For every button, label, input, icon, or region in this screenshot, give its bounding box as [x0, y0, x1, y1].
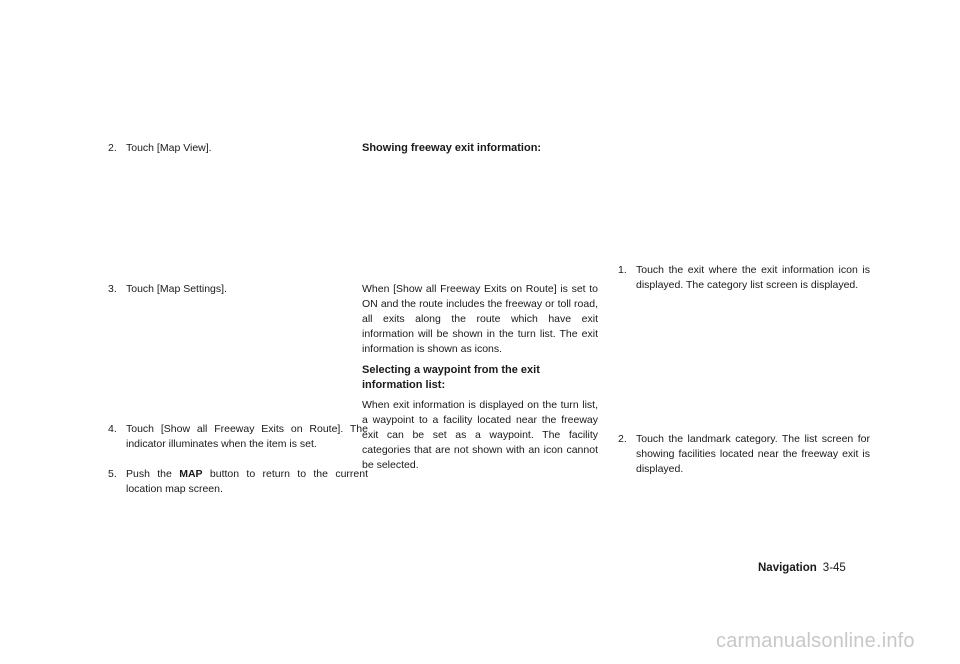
step-number: 5. — [108, 468, 117, 480]
watermark: carmanualsonline.info — [716, 630, 915, 652]
paragraph-waypoint: When exit information is displayed on the turn list, a waypoint to a facility located near the freeway exit can be set as a waypoint. The facility categories that are not shown with an icon cannot be selected. — [362, 399, 598, 471]
page-number: 3-45 — [822, 562, 846, 574]
step-number: 3. — [108, 283, 117, 295]
map-button-label: MAP — [179, 468, 203, 480]
paragraph-exit-info: When [Show all Freeway Exits on Route] is set to ON and the route includes the freeway or toll road, all exits along the route which have exit information will be shown in the turn list. The exit information is shown as icons. — [362, 283, 598, 355]
step-number: 4. — [108, 423, 117, 435]
step-text: Touch the landmark category. The list screen for showing facilities located near the freeway exit is displayed. — [636, 433, 870, 475]
step-text-post: button to return to the current location map screen. — [126, 468, 368, 495]
step-2-col3 — [618, 432, 870, 477]
step-number: 2. — [108, 142, 117, 154]
page-footer — [758, 561, 858, 576]
step-number: 2. — [618, 433, 627, 445]
section-name: Navigation — [758, 562, 817, 574]
step-2 — [108, 141, 366, 156]
section-heading-waypoint: Selecting a waypoint from the exit information list: — [362, 364, 540, 391]
step-number: 1. — [618, 264, 627, 276]
step-text: Touch [Map View]. — [126, 142, 212, 154]
step-4 — [108, 422, 368, 452]
step-text-pre: Push the — [126, 468, 180, 480]
step-1-col3 — [618, 263, 870, 293]
step-text: Touch [Map Settings]. — [126, 283, 227, 295]
step-text: Touch [Show all Freeway Exits on Route]. The indicator illuminates when the item is set. — [126, 423, 368, 450]
step-3 — [108, 282, 366, 297]
section-heading-freeway-exit: Showing freeway exit information: — [362, 142, 542, 154]
step-5 — [108, 467, 368, 497]
step-text: Touch the exit where the exit information icon is displayed. The category list screen is displayed. — [636, 264, 870, 291]
